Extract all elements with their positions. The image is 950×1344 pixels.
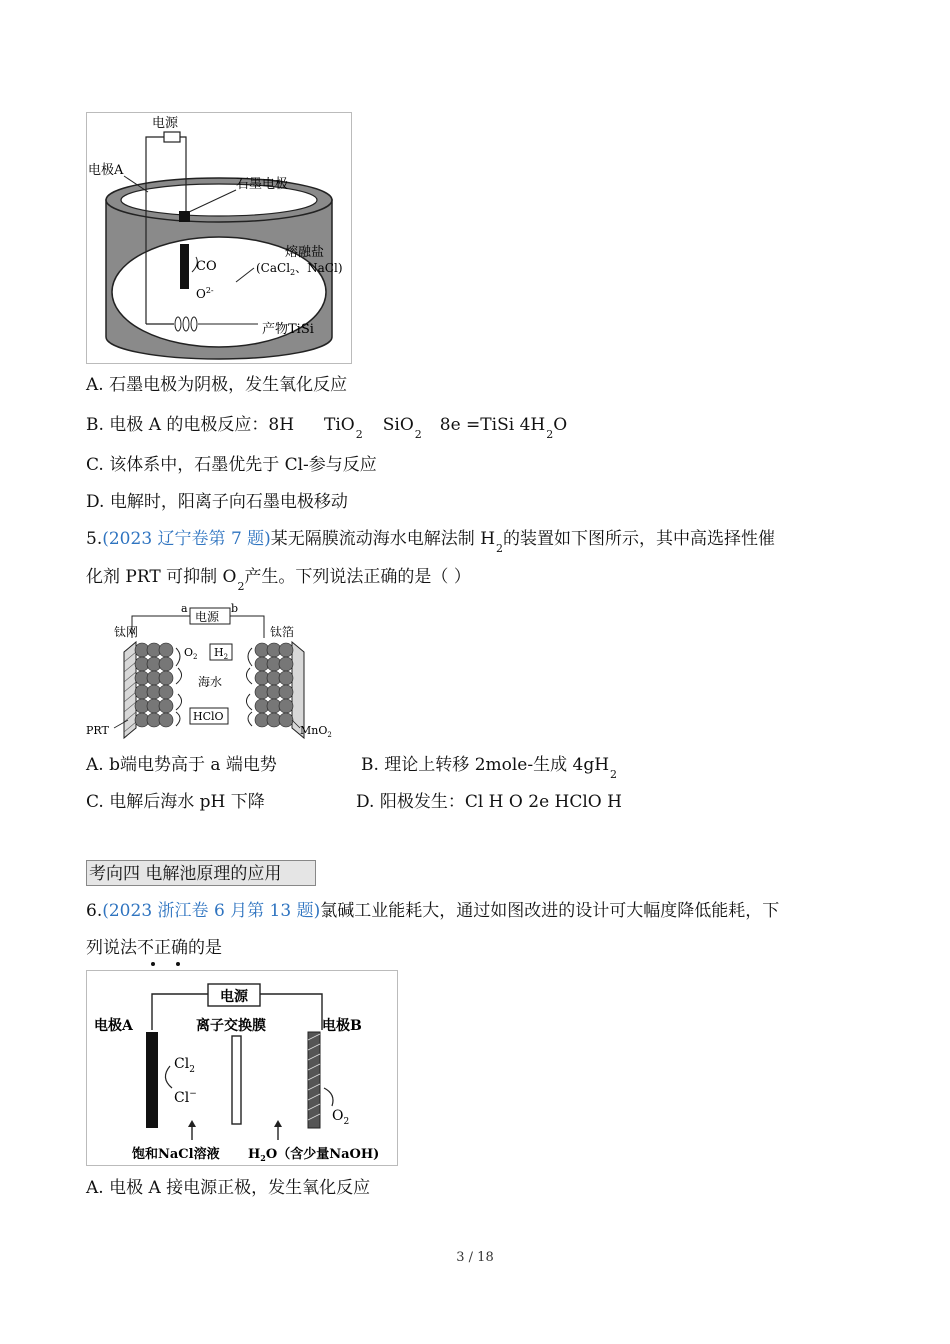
fig2-ti-mesh-label: 钛网 — [114, 625, 139, 639]
q4-option-c: C. 该体系中，石墨优先于 Cl-参与反应 — [86, 455, 377, 475]
q5-stem-line2: 化剂 PRT 可抑制 $O_2$产生。下列说法正确的是（ ） — [86, 567, 471, 593]
fig2-hclo-label: HClO — [193, 710, 224, 723]
fig2-seawater-label: 海水 — [198, 675, 223, 689]
q5-option-a: A. b端电势高于 a 端电势 — [86, 755, 277, 775]
figure-seawater-electrolysis — [86, 600, 346, 745]
fig1-molten-salt-label: 熔融盐 — [285, 245, 325, 260]
q4-option-d: D. 电解时，阳离子向石墨电极移动 — [86, 492, 348, 512]
fig3-electrode-a-label: 电极A — [94, 1018, 133, 1034]
fig1-power-label: 电源 — [152, 116, 179, 131]
fig3-cl2-label: Cl — [174, 1056, 190, 1072]
svg-text:H2: $H_2$ — [214, 646, 229, 661]
fig3-electrode-b-label: 电极B — [322, 1018, 362, 1034]
fig3-nacl-label: 饱和NaCl溶液 — [132, 1147, 220, 1162]
svg-text:(CaCl2、NaCl): (CaCl$_2$、NaCl) — [256, 261, 343, 277]
page-number: 3 / 18 — [456, 1250, 494, 1265]
fig3-membrane-label: 离子交换膜 — [196, 1018, 266, 1034]
fig3-o2-label: O — [332, 1108, 344, 1124]
emphasis-dot — [176, 962, 180, 966]
svg-text:Cl2: $Cl_2$ — [174, 1056, 195, 1075]
fig3-power-label: 电源 — [220, 989, 248, 1005]
fig1-o2-label: O — [196, 287, 206, 301]
svg-text:H2O（含少量NaOH): $H_2O$（含少量NaOH) — [248, 1147, 380, 1163]
fig2-prt-label: PRT — [86, 724, 109, 737]
svg-text:O2-: $O^{2-}$ — [196, 286, 214, 301]
fig3-h2o-label: H — [248, 1147, 261, 1162]
emphasis-dot — [151, 962, 155, 966]
fig2-mno2-label: MnO — [300, 724, 328, 737]
fig2-ti-foil-label: 钛箔 — [270, 625, 295, 639]
figure-chlor-alkali-cell — [86, 970, 398, 1166]
fig2-h2-label: H — [214, 646, 224, 659]
fig2-b-terminal: b — [231, 602, 239, 615]
fig1-molten-comp: (CaCl — [256, 261, 291, 275]
fig2-a-terminal: a — [181, 602, 188, 615]
q5-option-c: C. 电解后海水 pH 下降 — [86, 792, 265, 812]
q6-source: (2023 浙江卷 6 月第 13 题) — [102, 901, 321, 921]
fig3-cl-label: Cl — [174, 1090, 190, 1106]
q6-stem-line1: 6.(2023 浙江卷 6 月第 13 题)氯碱工业能耗大，通过如图改进的设计可大幅度降低能耗，下 — [86, 901, 780, 921]
q5-option-b: B. 理论上转移 2mole-生成 $4gH_2$ — [361, 755, 618, 781]
fig1-product-label: 产物TiSi — [262, 322, 314, 337]
q4-option-b: B. 电极 A 的电极反应：8H TiO$_2$ SiO$_2$ 8e =TiSi $4H_2O$ — [86, 415, 568, 441]
fig1-co-label: CO — [196, 259, 217, 274]
q6-stem-line2: 列说法不正确的是 — [86, 938, 222, 958]
q5-stem-line1: 5.(2023 辽宁卷第 7 题)某无隔膜流动海水电解法制 $H_2$的装置如下图所示，其中高选择性催 — [86, 529, 776, 555]
section-heading: 考向四 电解池原理的应用 — [86, 860, 316, 886]
svg-text:O2: $O_2$ — [184, 646, 198, 661]
fig2-power-label: 电源 — [195, 610, 220, 624]
fig2-o2-label: O — [184, 646, 194, 659]
q5-option-d: D. 阳极发生：Cl H O 2e HClO H — [356, 792, 622, 812]
svg-text:MnO2: MnO$_2$ — [300, 724, 332, 739]
svg-text:Cl−: Cl− — [174, 1089, 197, 1106]
figure-molten-salt-cell — [86, 112, 352, 364]
fig1-electrode-a-label: 电极A — [88, 163, 124, 178]
q4-option-a: A. 石墨电极为阴极，发生氧化反应 — [86, 375, 348, 395]
svg-text:O2: $O_2$ — [332, 1108, 350, 1127]
fig1-graphite-label: 石墨电极 — [236, 177, 289, 192]
q5-source: (2023 辽宁卷第 7 题) — [102, 529, 271, 549]
q6-option-a: A. 电极 A 接电源正极，发生氧化反应 — [86, 1178, 371, 1198]
